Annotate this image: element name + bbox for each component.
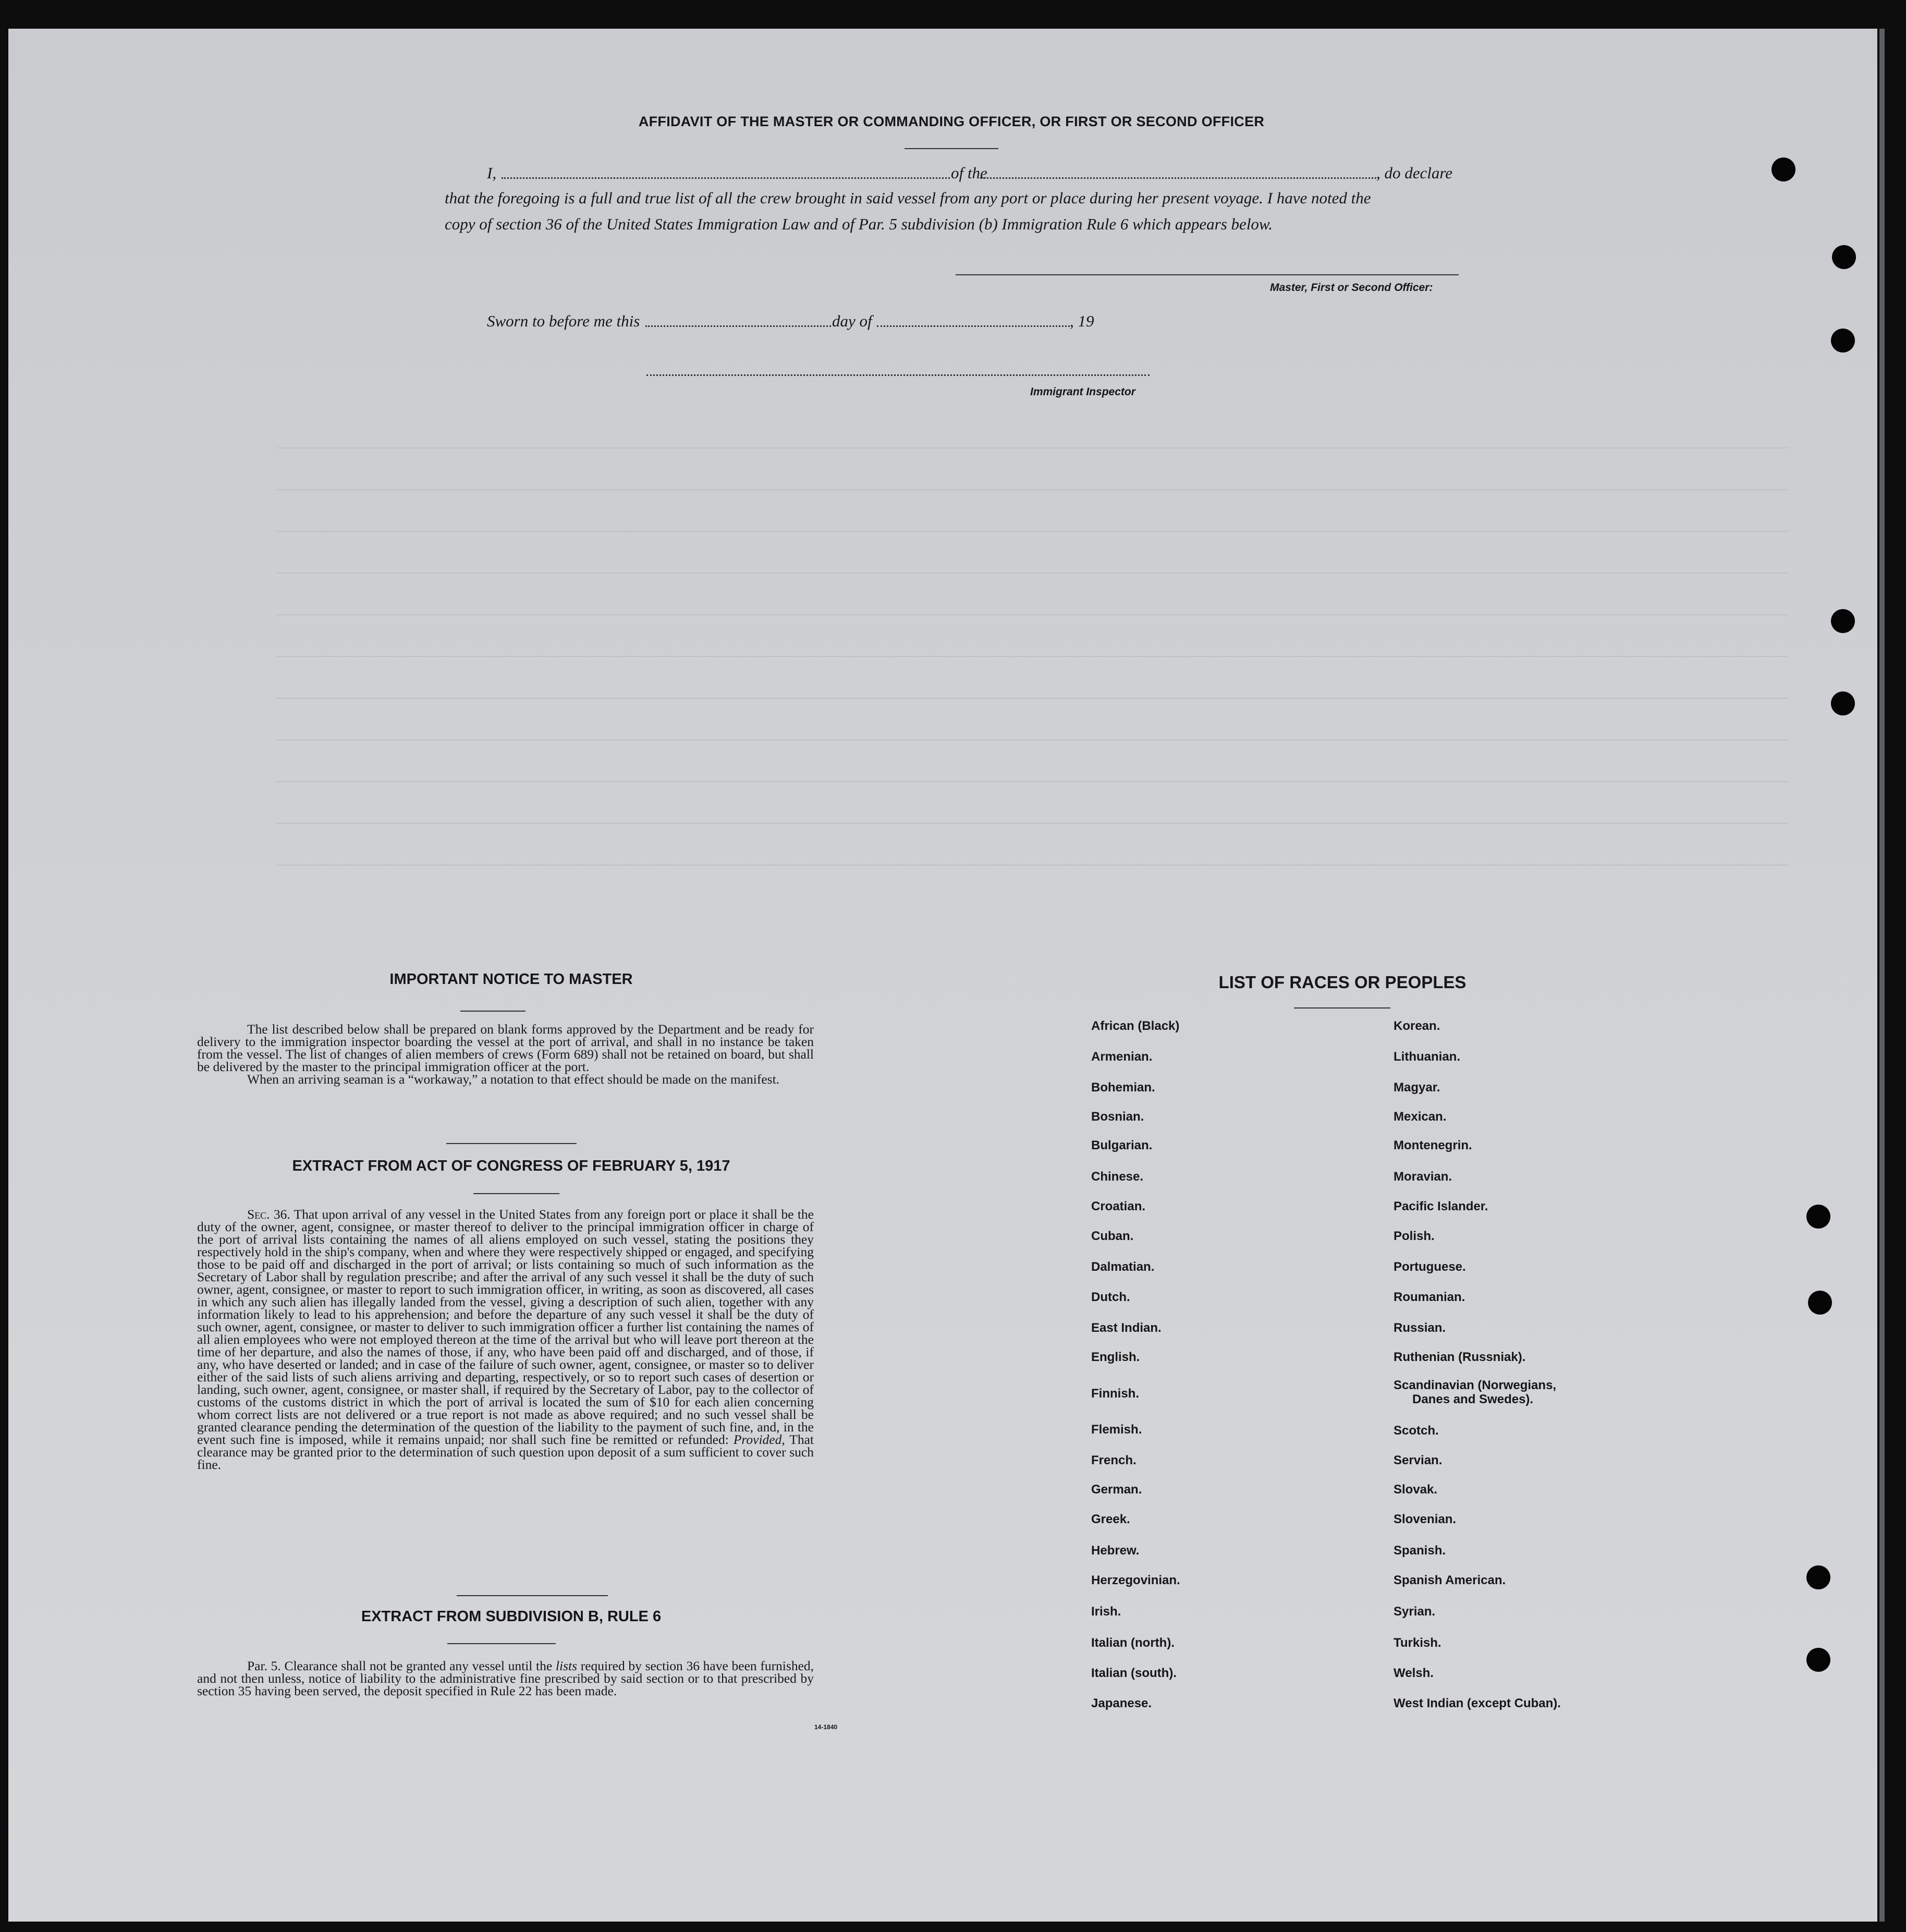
section-label: Sec. 36.	[247, 1207, 290, 1222]
extract-act-rule	[473, 1193, 559, 1194]
race-item: Lithuanian.	[1394, 1050, 1460, 1064]
officer-name-field[interactable]	[502, 177, 950, 179]
extract-rule-rule	[447, 1643, 556, 1644]
affidavit-title-rule	[905, 148, 998, 149]
race-item: Scotch.	[1394, 1424, 1439, 1438]
page-edge-shadow	[1879, 29, 1885, 1922]
race-item: Bosnian.	[1091, 1110, 1144, 1124]
affidavit-declare: , do declare	[1376, 164, 1453, 182]
binder-hole	[1831, 609, 1855, 633]
race-item: Danes and Swedes).	[1412, 1392, 1534, 1406]
bleed-through-row	[276, 489, 1788, 490]
race-item: Croatian.	[1091, 1199, 1146, 1213]
extract-rule-body	[197, 1660, 814, 1697]
race-item: Dutch.	[1091, 1290, 1130, 1304]
binder-hole	[1831, 329, 1855, 353]
race-item: Cuban.	[1091, 1229, 1134, 1243]
notice-paragraph-1: The list described below shall be prepared on blank forms approved by the Department and be ready for delivery to the immigration inspector boarding the vessel at the port of arrival, and shall in no instance be taken from the vessel. The list of changes of alien members of crews (Form 689) shall not be retained on board, but shall be delivered by the master to the principal immigration officer at the port.	[197, 1022, 814, 1074]
notice-rule	[460, 1011, 526, 1012]
bleed-through-row	[276, 447, 1788, 448]
binder-hole	[1806, 1565, 1830, 1589]
race-item: Irish.	[1091, 1605, 1121, 1619]
race-item: Mexican.	[1394, 1110, 1447, 1124]
races-title: LIST OF RACES OR PEOPLES	[1218, 973, 1467, 992]
extract-act-title: EXTRACT FROM ACT OF CONGRESS OF FEBRUARY 5, 1917	[292, 1158, 730, 1174]
signature-caption: Master, First or Second Officer:	[1270, 282, 1433, 294]
officer-signature-line[interactable]	[956, 274, 1459, 275]
notice-paragraph-2: When an arriving seaman is a “workaway,” a notation to that effect should be made on the manifest.	[247, 1072, 780, 1087]
lists-word: lists	[555, 1658, 578, 1673]
race-item: Flemish.	[1091, 1423, 1142, 1437]
notice-title: IMPORTANT NOTICE TO MASTER	[389, 971, 633, 988]
bleed-through-row	[276, 614, 1788, 615]
provided-word: Provided,	[733, 1432, 785, 1447]
race-item: West Indian (except Cuban).	[1394, 1696, 1561, 1710]
race-item: French.	[1091, 1453, 1137, 1467]
binder-hole	[1771, 157, 1795, 181]
race-item: German.	[1091, 1483, 1142, 1497]
race-item: Greek.	[1091, 1512, 1130, 1526]
affidavit-title: AFFIDAVIT OF THE MASTER OR COMMANDING OFFICER, OR FIRST OR SECOND OFFICER	[638, 114, 1265, 129]
race-item: Bulgarian.	[1091, 1138, 1153, 1152]
race-item: Syrian.	[1394, 1605, 1436, 1619]
binder-hole	[1806, 1648, 1830, 1672]
race-item: Herzegovinian.	[1091, 1573, 1180, 1587]
vessel-name-field[interactable]	[980, 177, 1376, 179]
affidavit-of-the: of the	[951, 164, 987, 182]
race-item: Ruthenian (Russniak).	[1394, 1350, 1526, 1364]
race-item: Spanish.	[1394, 1544, 1446, 1558]
bleed-through-row	[276, 865, 1788, 866]
race-item: East Indian.	[1091, 1321, 1162, 1335]
race-item: Armenian.	[1091, 1050, 1153, 1064]
race-item: Moravian.	[1394, 1170, 1452, 1184]
race-item: Bohemian.	[1091, 1080, 1155, 1095]
sworn-day-field[interactable]	[645, 325, 831, 327]
race-item: Dalmatian.	[1091, 1260, 1155, 1274]
race-item: Italian (south).	[1091, 1666, 1177, 1680]
race-item: African (Black)	[1091, 1019, 1180, 1033]
race-item: Polish.	[1394, 1229, 1435, 1243]
race-item: Turkish.	[1394, 1636, 1441, 1650]
extract-rule-title: EXTRACT FROM SUBDIVISION B, RULE 6	[361, 1608, 662, 1625]
race-item: Welsh.	[1394, 1666, 1434, 1680]
race-item: Hebrew.	[1091, 1544, 1140, 1558]
race-item: Roumanian.	[1394, 1290, 1465, 1304]
form-number: 14-1840	[814, 1723, 838, 1731]
affidavit-line-3: copy of section 36 of the United States Immigration Law and of Par. 5 subdivision (b) Immigration Rule 6 which appears below.	[445, 215, 1273, 233]
race-item: Pacific Islander.	[1394, 1199, 1488, 1213]
binder-hole	[1832, 245, 1856, 269]
bleed-through-row	[276, 573, 1788, 574]
race-item: Japanese.	[1091, 1696, 1152, 1710]
race-item: Portuguese.	[1394, 1260, 1466, 1274]
race-item: Italian (north).	[1091, 1636, 1175, 1650]
binder-hole	[1806, 1205, 1830, 1229]
binder-hole	[1808, 1291, 1832, 1315]
race-item: Spanish American.	[1394, 1573, 1506, 1587]
race-item: Finnish.	[1091, 1387, 1139, 1401]
race-item: Korean.	[1394, 1019, 1440, 1033]
bleed-through-row	[276, 781, 1788, 782]
bleed-through-row	[276, 698, 1788, 699]
section-36-text: That upon arrival of any vessel in the United States from any foreign port or place it shall be the duty of the owner, agent, consignee, or master thereof to deliver to the principal immigration officer in charge of the port of arrival lists containing the names of all aliens employed on such vessel, stating the positions they respectively hold in the ship's company, when and where they were respectively shipped or engaged, and specifying those to be paid off and discharged in the port of arrival; or lists containing so much of such information as the Secretary of Labor shall by regulation prescribe; and after the arrival of any such vessel it shall be the duty of such owner, agent, consignee, or master to report to such immigration officer, in writing, as soon as discovered, all cases in which any such alien has illegally landed from the vessel, giving a description of such alien, together with any information likely to lead to his apprehension; and before the departure of any such vessel it shall be the duty of such owner, agent, consignee, or master to deliver to such immigration officer a further list containing the names of all alien employees who were not employed thereon at the time of the arrival but who will leave port thereon at the time of her departure, and also the names of those, if any, who have been paid off and discharged, and of those, if any, who have deserted or landed; and in case of the failure of such owner, agent, consignee, or master so to deliver either of the said lists of such aliens arriving and departing, respectively, or so to report such cases of desertion or landing, such owner, agent, consignee, or master shall, if required by the Secretary of Labor, pay to the collector of customs of the customs district in which the port of arrival is located the sum of $10 for each alien concerning whom correct lists are not delivered or a true report is not made as above required; and no such vessel shall be granted clearance pending the determination of the question of the liability to the payment of such fine, and, in the event such fine is imposed, while it remains unpaid; nor shall such fine be remitted or refunded:	[197, 1207, 814, 1447]
race-item: Magyar.	[1394, 1080, 1440, 1095]
sworn-month-field[interactable]	[877, 325, 1070, 327]
section-divider	[457, 1595, 608, 1596]
bleed-through-row	[276, 823, 1788, 824]
races-rule	[1294, 1007, 1390, 1008]
affidavit-i: I,	[487, 164, 497, 182]
race-item: Montenegrin.	[1394, 1138, 1472, 1152]
year-label: , 19	[1070, 312, 1094, 330]
rule-text-b: required by section 36 have been furnished, and not then unless, notice of liability to the administrative fine prescribed by said section or to that prescribed by section 35 having been served, the deposit specified in Rule 22 has been made.	[197, 1658, 814, 1698]
bleed-through-row	[276, 531, 1788, 532]
rule-text-a: Par. 5. Clearance shall not be granted any vessel until the	[247, 1658, 553, 1673]
affidavit-line-2: that the foregoing is a full and true list of all the crew brought in said vessel from any port or place during her present voyage. I have noted the	[445, 189, 1371, 207]
race-item: English.	[1091, 1350, 1140, 1364]
extract-act-body	[197, 1208, 814, 1471]
race-item: Russian.	[1394, 1321, 1446, 1335]
race-item: Chinese.	[1091, 1170, 1144, 1184]
race-item: Slovenian.	[1394, 1512, 1457, 1526]
section-36-text-end: That clearance may be granted prior to the determination of such question upon deposit of a sum sufficient to cover such fine.	[197, 1432, 814, 1472]
sworn-label: Sworn to before me this	[487, 312, 640, 330]
bleed-through-row	[276, 739, 1788, 740]
notice-body	[197, 1023, 814, 1086]
race-item: Servian.	[1394, 1453, 1443, 1467]
section-divider	[446, 1143, 577, 1144]
inspector-caption: Immigrant Inspector	[1030, 386, 1135, 398]
binder-hole	[1831, 691, 1855, 715]
bleed-through-row	[276, 656, 1788, 657]
day-of-label: day of	[832, 312, 872, 330]
inspector-signature-line[interactable]	[646, 374, 1150, 376]
race-item: Slovak.	[1394, 1483, 1438, 1497]
race-item: Scandinavian (Norwegians,	[1394, 1378, 1557, 1392]
